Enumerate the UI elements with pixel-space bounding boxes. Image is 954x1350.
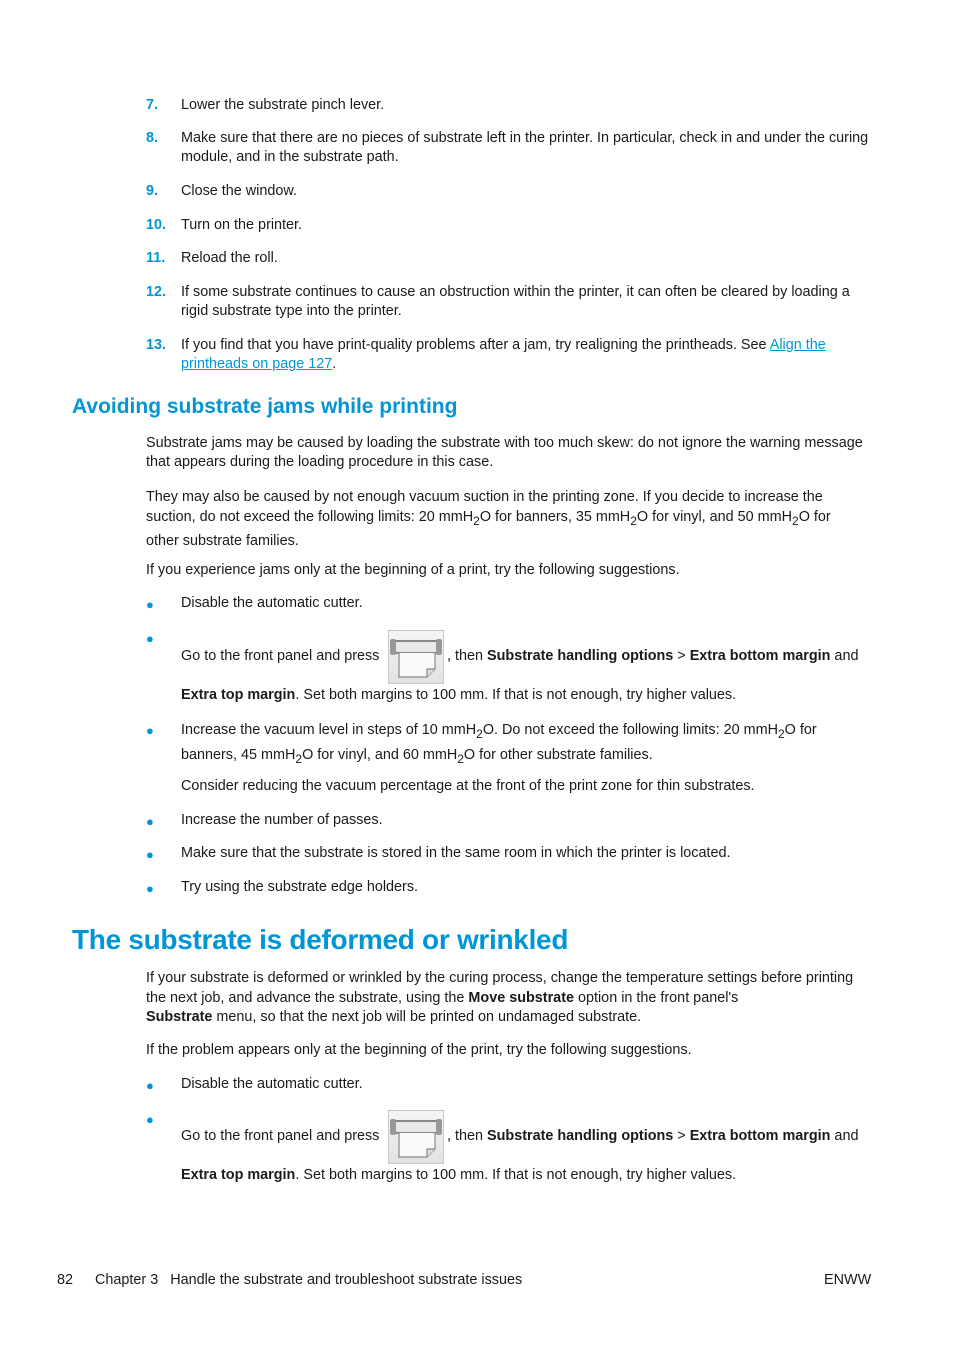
bullet-icon: ●	[146, 1078, 154, 1093]
substrate-roll-icon	[388, 1110, 444, 1164]
step-text-after: .	[332, 356, 337, 372]
bullet-text-continued: , then Substrate handling options > Extra bottom margin and	[447, 1128, 859, 1144]
bullet-icon: ●	[146, 1112, 154, 1127]
bullet-icon: ●	[146, 597, 154, 612]
paragraph: Substrate jams may be caused by loading the substrate with too much skew: do not ignore the warning message that appears during the loading procedure in this case.	[146, 435, 863, 470]
page-number: 82	[57, 1272, 74, 1288]
bullet-icon: ●	[146, 723, 154, 738]
step-number: 7.	[146, 97, 159, 113]
step-text: Make sure that there are no pieces of substrate left in the printer. In particular, check in and under the curing module, and in the substrate path.	[181, 130, 869, 165]
step-text-before: If you find that you have print-quality problems after a jam, try realigning the printheads. See	[181, 337, 770, 353]
bullet-icon: ●	[146, 814, 154, 829]
align-printheads-link[interactable]: Align the printheads on page 127	[181, 337, 826, 372]
footer-right-label: ENWW	[824, 1272, 872, 1288]
bullet-icon: ●	[146, 631, 154, 646]
bullet-text: Go to the front panel and press	[181, 1128, 380, 1144]
bullet-text: Try using the substrate edge holders.	[181, 879, 419, 895]
section-heading-deformed: The substrate is deformed or wrinkled	[72, 924, 569, 955]
step-text: Reload the roll.	[181, 250, 278, 266]
chapter-title: Chapter 3 Handle the substrate and troubleshoot substrate issues	[95, 1272, 523, 1288]
step-number: 12.	[146, 284, 167, 300]
step-text	[181, 336, 861, 374]
step-number: 10.	[146, 217, 167, 233]
bullet-text-margins: Extra top margin. Set both margins to 100 mm. If that is not enough, try higher values.	[181, 687, 737, 703]
bullet-text: Make sure that the substrate is stored in the same room in which the printer is located.	[181, 845, 731, 861]
step-number: 13.	[146, 337, 167, 353]
bullet-note: Consider reducing the vacuum percentage at the front of the print zone for thin substrates.	[181, 778, 755, 794]
bullet-text-continued: , then Substrate handling options > Extra bottom margin and	[447, 648, 859, 664]
paragraph: If the problem appears only at the beginning of the print, try the following suggestions.	[146, 1042, 692, 1058]
paragraph-deformed: If your substrate is deformed or wrinkled by the curing process, change the temperature settings before printing the next job, and advance the substrate, using the Move substrate option in the front panel's Substrate menu, so that the next job will be printed on undamaged substrate.	[146, 970, 854, 1025]
step-text: If some substrate continues to cause an obstruction within the printer, it can often be cleared by loading a rigid substrate type into the printer.	[181, 284, 850, 319]
step-number: 11.	[146, 250, 166, 266]
bullet-text: Disable the automatic cutter.	[181, 595, 363, 611]
step-text: Turn on the printer.	[181, 217, 303, 233]
bullet-icon: ●	[146, 847, 154, 862]
step-text: Lower the substrate pinch lever.	[181, 97, 385, 113]
step-number: 8.	[146, 130, 159, 146]
bullet-text: Go to the front panel and press	[181, 648, 380, 664]
paragraph: If you experience jams only at the beginning of a print, try the following suggestions.	[146, 562, 680, 578]
section-heading-avoiding-jams: Avoiding substrate jams while printing	[72, 395, 458, 418]
bullet-text-margins: Extra top margin. Set both margins to 100 mm. If that is not enough, try higher values.	[181, 1167, 737, 1183]
substrate-roll-icon	[388, 630, 444, 684]
bullet-icon: ●	[146, 881, 154, 896]
bullet-text: Disable the automatic cutter.	[181, 1076, 363, 1092]
bullet-text: Increase the number of passes.	[181, 812, 383, 828]
bullet-text-vacuum: Increase the vacuum level in steps of 10 mmH$_2$O. Do not exceed the following limits: 20 mmH$_2$O for banners, 45 mmH$_2$O for vinyl, and 60 mmH$_2$O for other substrate families.	[181, 722, 817, 766]
paragraph-vacuum-limits: They may also be caused by not enough vacuum suction in the printing zone. If you decide to increase the suction, do not exceed the following limits: 20 mmH$_2$O for banners, 35 mmH$_2$O for vinyl, and 50 mmH$_2$O for other substrate families.	[146, 489, 831, 549]
step-text: Close the window.	[181, 183, 297, 199]
step-number: 9.	[146, 183, 159, 199]
